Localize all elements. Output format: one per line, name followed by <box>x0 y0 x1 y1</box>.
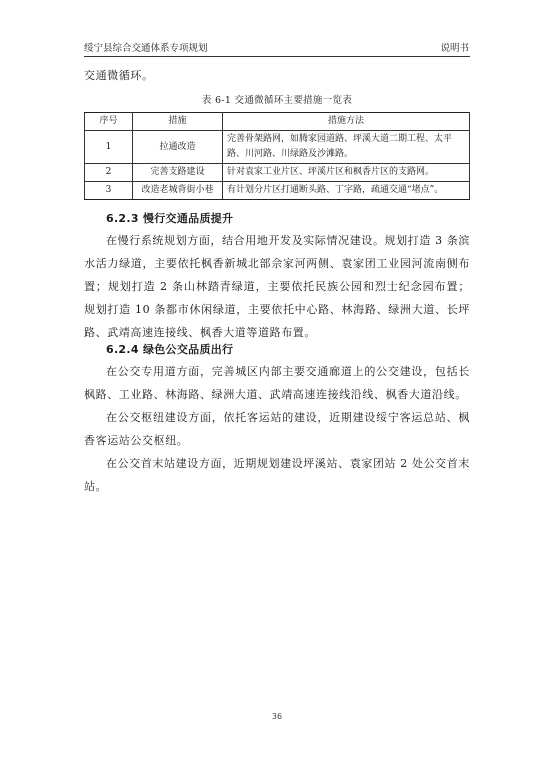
section-heading-slow-traffic: 6.2.3 慢行交通品质提升 <box>106 212 234 225</box>
measures-table <box>84 112 470 200</box>
row-measure: 改造老城背街小巷 <box>133 182 223 200</box>
column-header-measure: 措施 <box>133 113 223 131</box>
paragraph-slow-traffic: 在慢行系统规划方面，结合用地开发及实际情况建设。规划打造 3 条滨水活力绿道，主要依托枫香新城北部佘家河两侧、袁家团工业园河流南侧布置；规划打造 2 条山林踏青绿道，主要依托民族公园和烈士纪念园布置；规划打造 10 条都市休闲绿道，主要依托中心路、林海路、绿洲大道、长坪路、武靖高速连接线、枫香大道等道路布置。 <box>84 234 470 339</box>
table-row <box>85 182 470 200</box>
paragraph-bus-lanes: 在公交专用道方面，完善城区内部主要交通廊道上的公交建设，包括长枫路、工业路、林海路、绿洲大道、武靖高速连接线沿线、枫香大道沿线。 <box>84 365 470 401</box>
row-measure: 完善支路建设 <box>133 164 223 182</box>
row-number: 2 <box>85 164 133 182</box>
table-caption: 表 6-1 交通微循环主要措施一览表 <box>201 95 353 106</box>
table-header-row <box>85 113 470 131</box>
paragraph-bus-terminals: 在公交首末站建设方面，近期规划建设坪溪站、袁家团站 2 处公交首末站。 <box>84 457 470 493</box>
row-number: 1 <box>85 131 133 164</box>
table-row <box>85 164 470 182</box>
row-number: 3 <box>85 182 133 200</box>
document-title-header: 绥宁县综合交通体系专项规划 <box>84 43 208 54</box>
column-header-number: 序号 <box>85 113 133 131</box>
row-method: 完善骨架路网，如腾家园道路、坪溪大道二期工程、太平路、川河路、川绿路及沙滩路。 <box>223 131 470 164</box>
column-header-method: 措施方法 <box>223 113 470 131</box>
page-number: 36 <box>271 712 283 721</box>
section-heading-green-transit: 6.2.4 绿色公交品质出行 <box>106 343 234 356</box>
document-type-label: 说明书 <box>440 43 469 54</box>
table-row <box>85 131 470 164</box>
header-divider <box>84 56 470 57</box>
row-method: 针对袁家工业片区、坪溪片区和枫香片区的支路网。 <box>223 164 470 182</box>
intro-line: 交通微循环。 <box>84 69 154 82</box>
row-measure: 拉通改造 <box>133 131 223 164</box>
row-method: 有计划分片区打通断头路、丁字路，疏通交通“堵点”。 <box>223 182 470 200</box>
paragraph-bus-hubs: 在公交枢纽建设方面，依托客运站的建设，近期建设绥宁客运总站、枫香客运站公交枢纽。 <box>84 411 470 447</box>
